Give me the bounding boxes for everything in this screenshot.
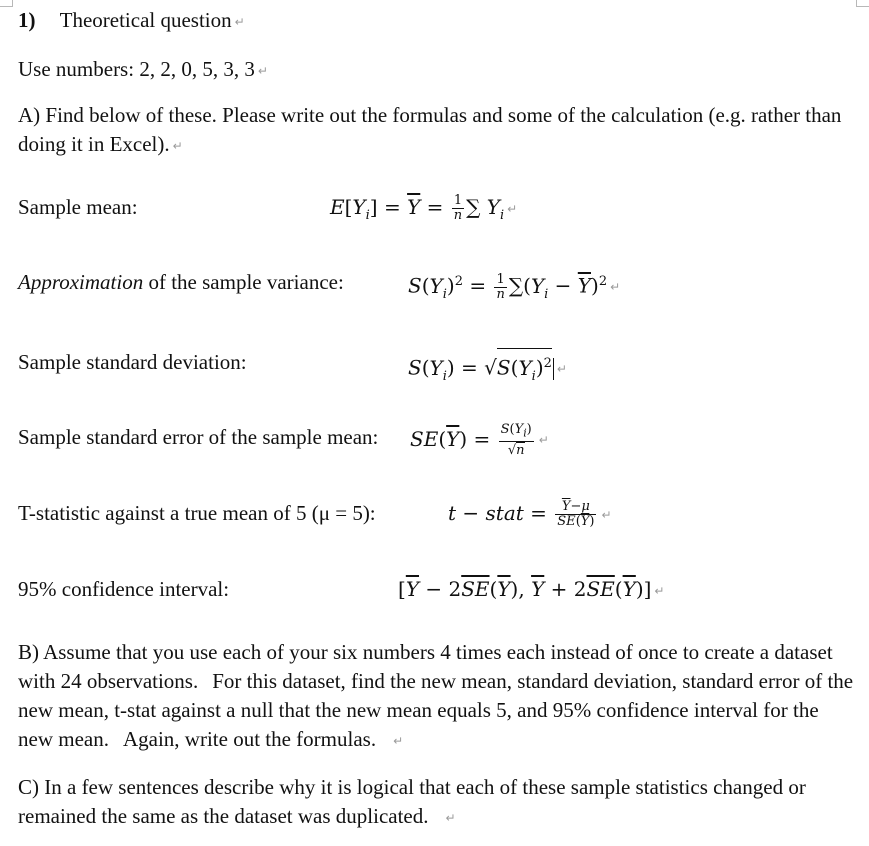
text-cursor bbox=[553, 358, 554, 380]
approximation-word: Approximation bbox=[18, 270, 144, 294]
part-a-instructions bbox=[18, 101, 858, 161]
part-b-sentence-3: Again, write out the formulas. bbox=[122, 727, 377, 751]
sample-variance-label bbox=[18, 268, 344, 296]
return-mark-icon: ↵ bbox=[234, 15, 245, 30]
sample-mean-formula: $E[Y_i] = \overline{Y}$ = $\frac{1}{n}$ ∑ $Y_i$ ↵ bbox=[330, 193, 518, 223]
standard-error-label-text: Sample standard error of the sample mean: bbox=[18, 425, 379, 449]
sample-variance-formula: $S(Y_i)^2$ = $\frac{1}{n}$ $\sum(Y_i - \overline{Y})^2$ ↵ bbox=[408, 271, 621, 302]
part-c-instructions bbox=[18, 773, 858, 833]
confidence-interval-formula: [$\overline{Y} - 2\overline{SE}(\overline{Y})$, $\overline{Y} + 2\overline{SE}(\overline{Y})$] ↵ bbox=[398, 577, 665, 601]
page-corner-mark-left bbox=[0, 0, 13, 7]
return-mark-icon: ↵ bbox=[393, 733, 404, 748]
part-a-text: A) Find below of these. Please write out the formulas and some of the calculation (e.g. rather than doing it in Excel). bbox=[18, 103, 842, 156]
return-mark-icon: ↵ bbox=[654, 583, 665, 598]
sample-variance-label-rest: of the sample variance: bbox=[143, 270, 344, 294]
return-mark-icon: ↵ bbox=[556, 362, 567, 377]
part-b-sentence-2: For this dataset, find the new mean, standard deviation, standard error of the new mean, t-stat against a null that the new mean equals 5, and 95% confidence interval for the new mean. bbox=[18, 669, 854, 751]
return-mark-icon: ↵ bbox=[257, 64, 268, 79]
t-statistic-label: T-statistic against a true mean of 5 (μ = 5): bbox=[18, 501, 376, 525]
return-mark-icon: ↵ bbox=[172, 138, 183, 153]
question-title: Theoretical question bbox=[59, 8, 232, 32]
numbers-line bbox=[18, 55, 268, 85]
return-mark-icon: ↵ bbox=[445, 810, 456, 825]
question-number: 1) bbox=[18, 8, 36, 32]
sample-sd-formula: $S(Y_i) = √S(Y_i)^2$ ↵ bbox=[408, 348, 567, 391]
sample-mean-label: Sample mean: bbox=[18, 195, 138, 219]
standard-error-label bbox=[18, 423, 378, 451]
return-mark-icon: ↵ bbox=[610, 280, 621, 295]
sample-sd-label: Sample standard deviation: bbox=[18, 350, 247, 374]
return-mark-icon: ↵ bbox=[601, 507, 612, 522]
return-mark-icon: ↵ bbox=[538, 433, 549, 448]
part-b-instructions bbox=[18, 638, 858, 756]
t-statistic-formula: t − stat = $\frac{\overline{Y}-\mu}{SE(\overline{Y})}$ ↵ bbox=[448, 499, 612, 529]
part-b-sentence-1: B) Assume that you use each of your six numbers 4 times each instead of once to create a dataset with 24 observations. bbox=[18, 640, 833, 693]
standard-error-formula: $SE(\overline{Y})$ = $\frac{S(Y_i)}{√n}$ ↵ bbox=[410, 422, 549, 458]
return-mark-icon: ↵ bbox=[507, 201, 518, 216]
part-c-text: C) In a few sentences describe why it is logical that each of these sample statistics changed or remained the same as the dataset was duplicated. bbox=[18, 775, 806, 828]
confidence-interval-label: 95% confidence interval: bbox=[18, 577, 230, 601]
question-heading bbox=[18, 6, 245, 36]
numbers-text: Use numbers: 2, 2, 0, 5, 3, 3 bbox=[18, 57, 255, 81]
page-corner-mark-right bbox=[856, 0, 869, 7]
